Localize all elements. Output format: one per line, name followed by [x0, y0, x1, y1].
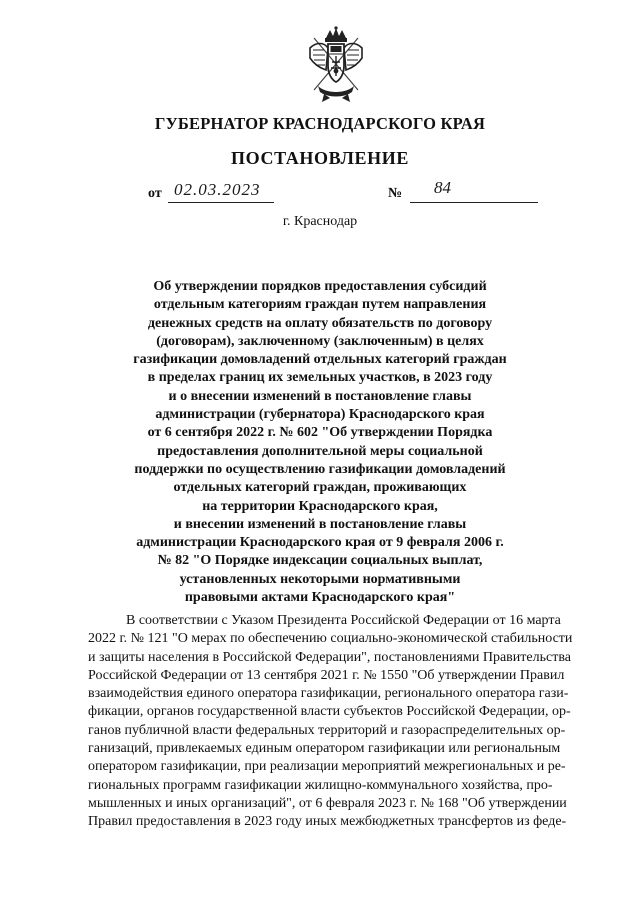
body-line: оператором газификации, при реализации мероприятий межрегиональных и ре-: [88, 759, 566, 775]
body-text: [88, 612, 600, 832]
title-line: и внесении изменений в постановление главы: [173, 516, 467, 532]
body-line: Российской Федерации от 13 сентября 2021 г. № 1550 "Об утверждении Правил: [88, 667, 565, 683]
title-line: администрации Краснодарского края от 9 февраля 2006 г.: [136, 535, 504, 551]
title-line: предоставления дополнительной меры социальной: [157, 443, 483, 459]
title-line: администрации (губернатора) Краснодарского края: [155, 407, 485, 423]
body-line: В соответствии с Указом Президента Российской Федерации от 16 марта: [126, 613, 561, 628]
title-line: денежных средств на оплату обязательств по договору: [147, 315, 493, 331]
body-line: фикации, органов государственной власти субъектов Российской Федерации, ор-: [88, 704, 571, 720]
coat-of-arms-emblem: [304, 24, 368, 104]
title-line: отдельным категориям граждан путем направления: [153, 297, 487, 313]
body-line: ганизаций, привлекаемых единым оператором газификации или региональным: [88, 741, 561, 757]
title-line: установленных некоторыми нормативными: [179, 571, 461, 587]
city-name: г. Краснодар: [282, 214, 358, 229]
title-line: № 82 "О Порядке индексации социальных выплат,: [157, 553, 483, 569]
number-value: 84: [434, 178, 451, 197]
title-line: правовыми актами Краснодарского края": [184, 590, 456, 606]
number-underline: [410, 202, 538, 203]
title-line: отдельных категорий граждан, проживающих: [173, 480, 467, 496]
document-type: ПОСТАНОВЛЕНИЕ: [231, 148, 409, 168]
body-line: 2022 г. № 121 "О мерах по обеспечению социально-экономической стабильности: [88, 631, 573, 647]
title-line: на территории Краснодарского края,: [202, 498, 438, 514]
body-line: мышленных и иных организаций", от 6 февраля 2023 г. № 168 "Об утверждении: [88, 795, 567, 811]
date-label: от: [148, 186, 162, 201]
body-line: и защиты населения в Российской Федерации", постановлениями Правительства: [88, 649, 571, 665]
date-value: 02.03.2023: [174, 180, 261, 199]
title-line: и о внесении изменений в постановление главы: [168, 388, 472, 404]
body-line: ганов публичной власти федеральных территорий и газораспределительных ор-: [88, 722, 566, 738]
number-label: №: [388, 186, 403, 201]
title-line: Об утверждении порядков предоставления субсидий: [153, 279, 487, 294]
body-line: взаимодействия единого оператора газификации, регионального оператора гази-: [88, 686, 569, 702]
title-line: от 6 сентября 2022 г. № 602 "Об утверждении Порядка: [147, 425, 493, 441]
issuer-title: ГУБЕРНАТОР КРАСНОДАРСКОГО КРАЯ: [154, 114, 486, 133]
title-line: в пределах границ их земельных участков, в 2023 году: [147, 370, 493, 386]
body-line: Правил предоставления в 2023 году иных межбюджетных трансфертов из феде-: [88, 814, 567, 830]
title-line: газификации домовладений отдельных категорий граждан: [133, 352, 507, 368]
title-line: (договорам), заключенному (заключенным) в целях: [156, 333, 484, 349]
body-line: гиональных программ газификации жилищно-коммунального хозяйства, про-: [88, 777, 553, 793]
date-underline: [168, 202, 274, 203]
document-title: [120, 278, 520, 607]
title-line: поддержки по осуществлению газификации домовладений: [134, 461, 506, 477]
